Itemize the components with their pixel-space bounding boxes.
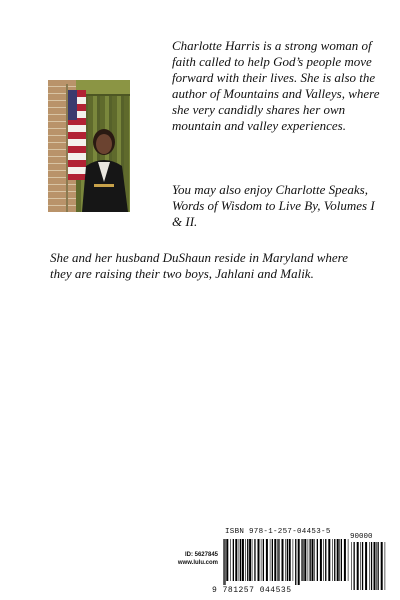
barcode-bar: [304, 539, 306, 581]
barcode-bar: [334, 539, 335, 581]
barcode-bar: [247, 539, 248, 581]
barcode-bar: [272, 539, 273, 581]
author-bio: Charlotte Harris is a strong woman of faith called to help God’s people move forward with their lives. She is also the author of Mountains and Valleys, where she very candidly shares her own mountain and valley experiences.: [172, 38, 380, 133]
barcode-bar: [252, 539, 253, 581]
isbn-barcode: [222, 539, 350, 585]
barcode-bar: [289, 539, 291, 581]
barcode-bar: [223, 539, 224, 585]
barcode-bar: [341, 539, 342, 581]
barcode-bar: [351, 542, 352, 590]
barcode-bar: [332, 539, 333, 581]
barcode-bar: [312, 539, 314, 581]
barcode-bar: [339, 539, 340, 581]
barcode-bar: [337, 539, 339, 581]
isbn-label: ISBN 978-1-257-04453-5: [225, 528, 331, 536]
id-line: ID: 5627845: [184, 552, 218, 558]
barcode-bar: [308, 539, 309, 581]
barcode-bar: [224, 539, 225, 585]
barcode-bar: [254, 539, 255, 581]
barcode-bar: [369, 542, 370, 590]
publisher-id: [168, 551, 218, 567]
barcode-bar: [270, 539, 271, 581]
other-books-note: You may also enjoy Charlotte Speaks, Words of Wisdom to Live By, Volumes I & II.: [172, 182, 375, 229]
barcode-bar: [376, 542, 377, 590]
barcode-bar: [277, 539, 278, 581]
barcode-bar: [360, 542, 361, 590]
barcode-bar: [362, 542, 363, 590]
barcode-bar: [278, 539, 279, 581]
barcode-bar: [328, 539, 330, 581]
barcode-bar: [240, 539, 241, 581]
publisher-site: www.lulu.com: [177, 560, 218, 566]
barcode-bar: [323, 539, 324, 581]
barcode-bar: [344, 539, 346, 581]
barcode-bar: [381, 542, 383, 590]
price-barcode: [350, 542, 386, 594]
barcode-bar: [354, 542, 355, 590]
barcode-bar: [261, 539, 262, 581]
barcode-bar: [287, 539, 288, 581]
barcode-bar: [357, 542, 359, 590]
barcode-bar: [295, 539, 296, 585]
barcode-bar: [242, 539, 244, 581]
barcode-bar: [317, 539, 318, 581]
barcode-bar: [374, 542, 376, 590]
barcode-bar: [320, 539, 322, 581]
barcode-bar: [230, 539, 231, 581]
barcode-digits: 9 781257 044535: [212, 586, 292, 595]
barcode-bar: [314, 539, 315, 581]
person-figure: [78, 122, 130, 212]
barcode-bar: [226, 539, 228, 581]
barcode-bar: [266, 539, 268, 581]
barcode-bar: [348, 539, 349, 581]
barcode-bar: [235, 539, 237, 581]
author-photo: [48, 80, 130, 212]
price-code: 90000: [350, 533, 373, 541]
family-note: She and her husband DuShaun reside in Maryland where they are raising their two boys, Jahlani and Malik.: [50, 250, 349, 281]
barcode-bar: [245, 539, 246, 581]
barcode-bar: [302, 539, 303, 581]
barcode-bar: [385, 542, 386, 590]
barcode-bar: [371, 542, 372, 590]
barcode-bar: [365, 542, 367, 590]
barcode-bar: [285, 539, 286, 581]
barcode-bar: [325, 539, 326, 581]
barcode-bar: [258, 539, 260, 581]
barcode-bar: [239, 539, 240, 581]
barcode-bar: [274, 539, 276, 581]
barcode-bar: [233, 539, 234, 581]
barcode-bar: [293, 539, 294, 581]
barcode-bar: [263, 539, 264, 581]
barcode-bar: [298, 539, 300, 585]
barcode-bar: [378, 542, 379, 590]
barcode-bar: [282, 539, 284, 581]
barcode-bar: [310, 539, 311, 581]
barcode-bar: [249, 539, 251, 581]
barcode-bar: [301, 539, 302, 581]
